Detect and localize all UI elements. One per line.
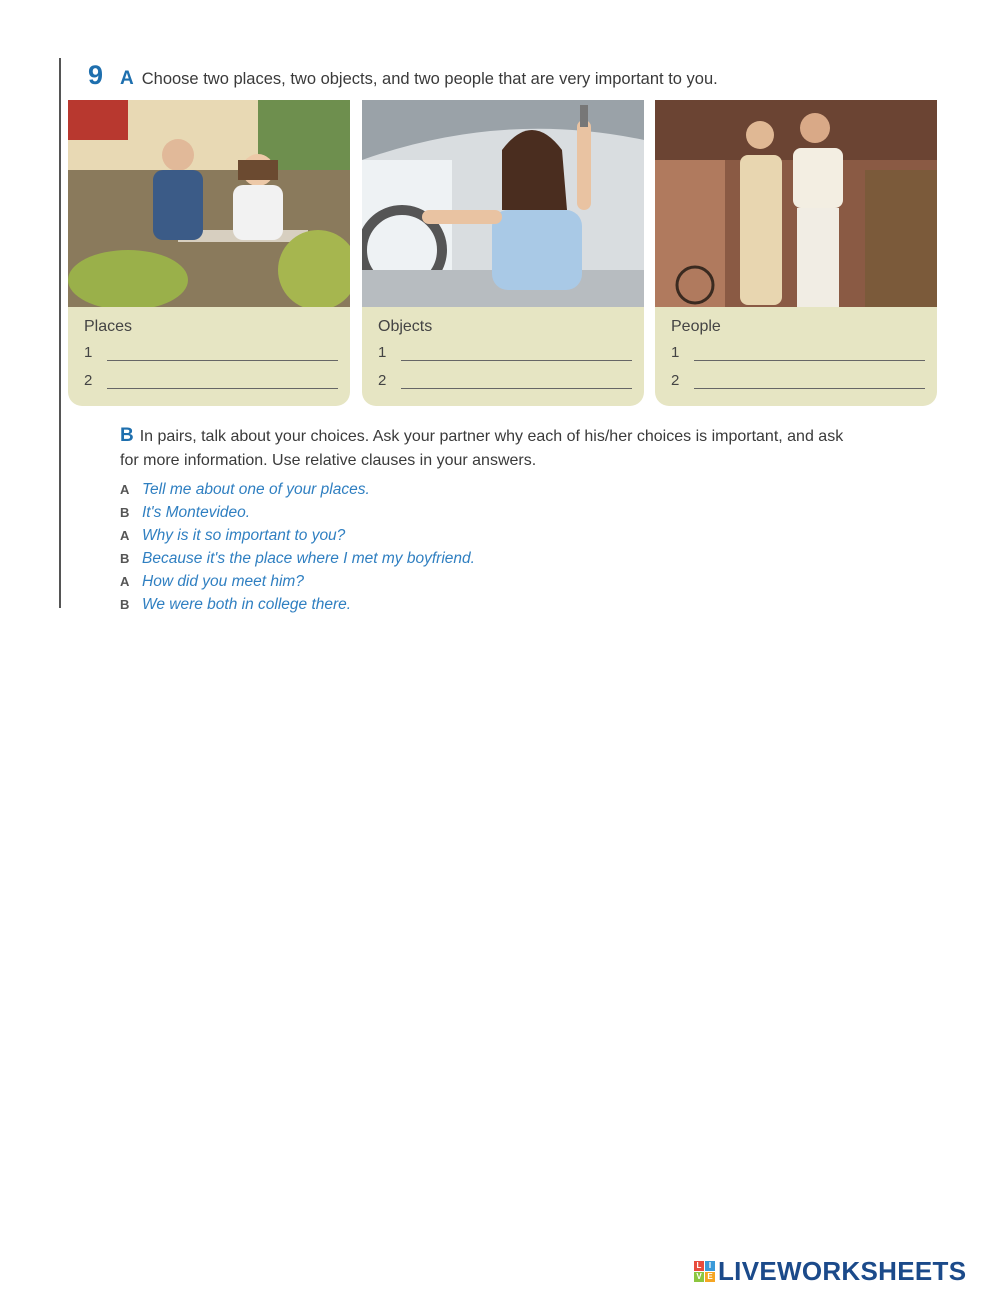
dialog-line <box>120 593 475 616</box>
answer-blank[interactable] <box>694 348 925 361</box>
dialog-text: Tell me about one of your places. <box>142 481 370 498</box>
speaker-label: A <box>120 482 130 497</box>
margin-rule <box>59 58 61 608</box>
answer-line-2: 2 <box>84 372 338 389</box>
category-label: Places <box>84 318 133 335</box>
logo-icon <box>694 1261 715 1282</box>
answer-blank[interactable] <box>401 376 632 389</box>
dialog-text: We were both in college there. <box>142 596 352 613</box>
liveworksheets-logo <box>694 1256 966 1287</box>
answer-blank[interactable] <box>107 376 338 389</box>
card-people <box>655 100 937 406</box>
part-a-instruction: Choose two places, two objects, and two people that are very important to you. <box>141 70 718 88</box>
part-a-heading <box>120 68 718 90</box>
logo-tile: L <box>694 1261 704 1271</box>
dialog-text: It's Montevideo. <box>142 504 251 521</box>
answer-line-2: 2 <box>378 372 632 389</box>
photo-couple <box>655 100 937 307</box>
answer-line-2: 2 <box>671 372 925 389</box>
card-places <box>68 100 350 406</box>
part-a-letter: A <box>120 68 134 89</box>
part-b-letter: B <box>120 425 134 446</box>
photo-car <box>362 100 644 307</box>
dialog-line <box>120 524 475 547</box>
model-dialog <box>120 478 475 616</box>
speaker-label: B <box>120 551 130 566</box>
answer-line-1: 1 <box>378 344 632 361</box>
choice-cards <box>68 100 936 406</box>
answer-line-1: 1 <box>84 344 338 361</box>
dialog-line <box>120 570 475 593</box>
exercise-number: 9 <box>88 60 104 90</box>
logo-tile: E <box>705 1272 715 1282</box>
card-objects <box>362 100 644 406</box>
logo-text: LIVEWORKSHEETS <box>718 1256 967 1286</box>
logo-tile: V <box>694 1272 704 1282</box>
speaker-label: A <box>120 528 130 543</box>
part-b-instruction: In pairs, talk about your choices. Ask your partner why each of his/her choices is important, and ask for more information. Use relative clauses in your answers. <box>120 428 844 469</box>
dialog-line <box>120 478 475 501</box>
answer-blank[interactable] <box>401 348 632 361</box>
dialog-line <box>120 501 475 524</box>
answer-line-1: 1 <box>671 344 925 361</box>
answer-blank[interactable] <box>694 376 925 389</box>
category-label: People <box>671 318 721 335</box>
dialog-text: How did you meet him? <box>142 573 304 590</box>
part-b-heading <box>120 424 860 473</box>
speaker-label: B <box>120 505 130 520</box>
category-label: Objects <box>378 318 433 335</box>
logo-tile: I <box>705 1261 715 1271</box>
answer-blank[interactable] <box>107 348 338 361</box>
photo-cafe <box>68 100 350 307</box>
speaker-label: A <box>120 574 130 589</box>
dialog-text: Because it's the place where I met my boyfriend. <box>142 550 475 567</box>
speaker-label: B <box>120 597 130 612</box>
dialog-line <box>120 547 475 570</box>
dialog-text: Why is it so important to you? <box>142 527 346 544</box>
